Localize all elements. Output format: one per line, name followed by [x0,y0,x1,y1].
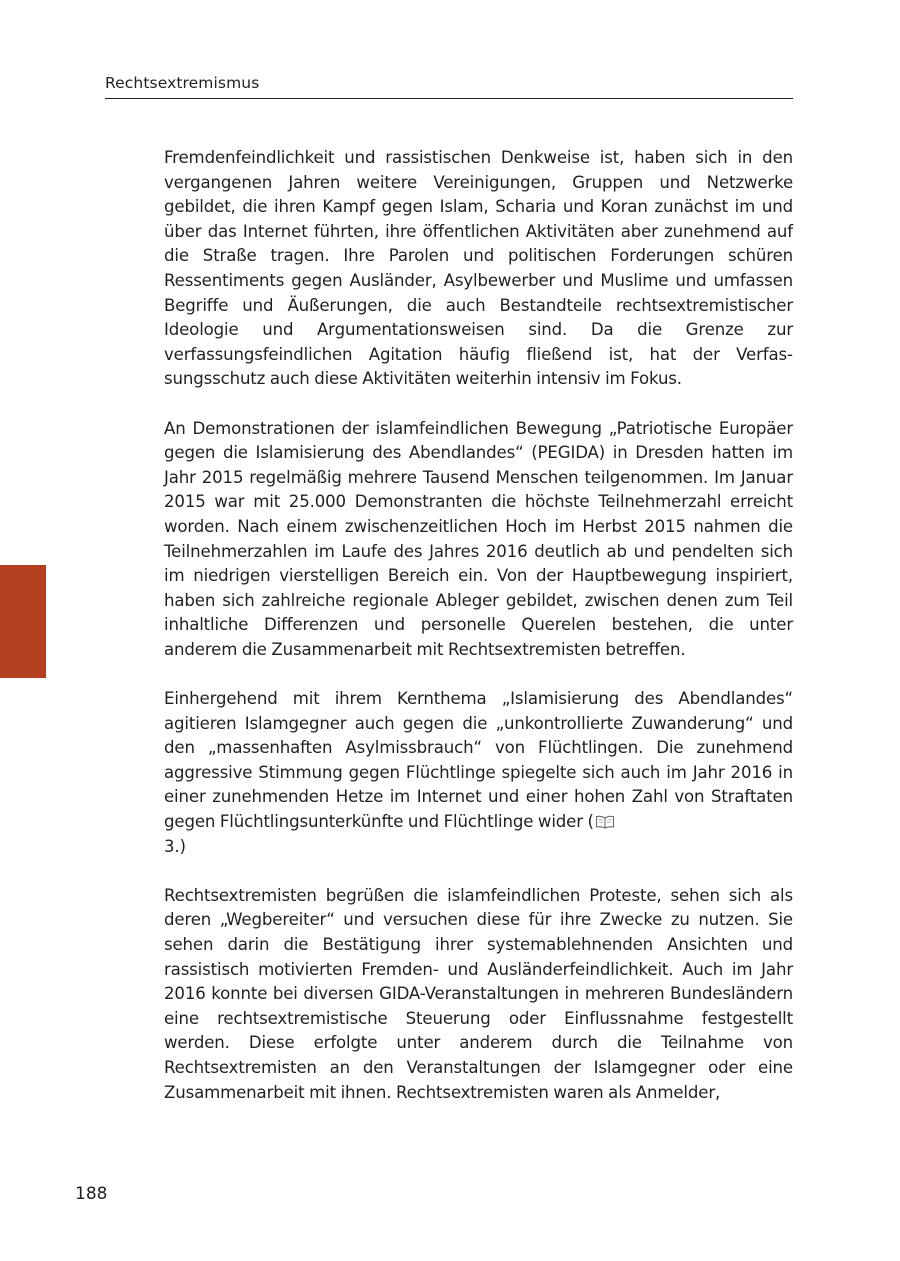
book-icon[interactable] [595,812,615,826]
paragraph-2: An Demonstrationen der islamfeindlichen Bewegung „Patriotische Europäer gegen die Islamisierung des Abendlandes“ (PEGIDA) in Dresden hatten im Jahr 2015 regelmäßig mehrere Tausend Menschen teilgenommen. Im Januar 2015 war mit 25.000 Demonstranten die höchste Teilnehmerzahl erreicht worden. Nach einem zwischenzeitlichen Hoch im Herbst 2015 nahmen die Teilnehmerzahlen im Laufe des Jahres 2016 deutlich ab und pendelten sich im niedrigen vierstelligen Bereich ein. Von der Hauptbewegung inspiriert, haben sich zahlreiche regionale Ableger gebildet, zwischen denen zum Teil inhaltliche Differenzen und personelle Querelen bestehen, die unter anderem die Zusammenarbeit mit Rechtsextremisten betreffen. [164,418,793,659]
page-number: 188 [75,1184,108,1204]
chapter-tab-marker [0,565,46,678]
running-head-title: Rechtsextremismus [105,74,260,92]
header-rule [105,98,793,99]
body-text [164,146,793,1130]
cross-reference-number[interactable]: 3.) [164,836,186,856]
paragraph-3 [164,687,793,859]
paragraph-4: Rechtsextremisten begrüßen die islamfeindlichen Proteste, sehen sich als deren „Wegbereiter“ und versuchen diese für ihre Zwecke zu nutzen. Sie sehen darin die Bestätigung ihrer systemablehnenden Ansichten und rassistisch motivierten Fremden- und Ausländerfeindlichkeit. Auch im Jahr 2016 konnte bei diversen GIDA-Veranstaltungen in mehreren Bundesländern eine rechtsextremistische Steuerung oder Einflussnahme festgestellt werden. Diese erfolgte unter anderem durch die Teilnahme von Rechtsextremisten an den Veranstaltungen der Islamgegner oder eine Zusammenarbeit mit ihnen. Rechtsextremisten waren als Anmelder, [164,885,793,1102]
paragraph-1: Fremdenfeindlichkeit und rassistischen Denkweise ist, haben sich in den vergangenen Jahren weitere Vereinigungen, Gruppen und Netzwerke gebildet, die ihren Kampf gegen Islam, Scharia und Koran zunächst im und über das Internet führten, ihre öffentlichen Aktivitäten aber zunehmend auf die Straße tragen. Ihre Parolen und politischen Forderungen schüren Ressentiments gegen Ausländer, Asylbewerber und Muslime und umfassen Begriffe und Äußerungen, die auch Bestandteile rechtsextremistischer Ideologie und Argumentationsweisen sind. Da die Grenze zur verfassungsfeindlichen Agitation häufig fließend ist, hat der Verfassungsschutz auch diese Aktivitäten weiterhin intensiv im Fokus. [164,148,793,389]
paragraph-3-text: Einhergehend mit ihrem Kernthema „Islamisierung des Abendlandes“ agitieren Islamgegner auch gegen die „unkontrollierte Zuwanderung“ und den „massenhaften Asylmissbrauch“ von Flüchtlingen. Die zunehmend aggressive Stimmung gegen Flüchtlinge spiegelte sich auch im Jahr 2016 in einer zunehmenden Hetze im Internet und einer hohen Zahl von Straftaten gegen Flüchtlingsunterkünfte und Flüchtlinge wider ( [164,689,793,832]
